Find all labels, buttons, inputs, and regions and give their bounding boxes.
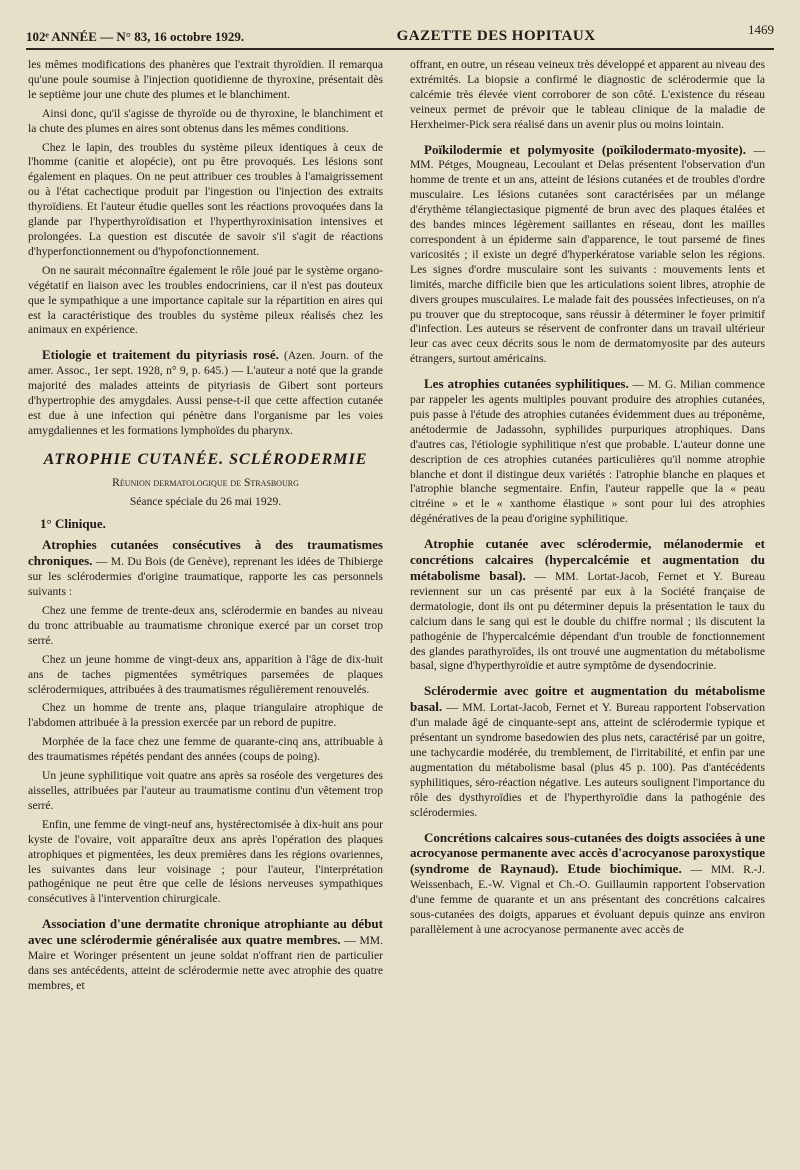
article-body: — MM. Pétges, Mougneau, Lecoulant et Delas présentent l'observation d'un homme de trente et un ans, atteint de lésions cutanées et de troubles d'ordre musculaire. Les lésions cutanées sont caractérisées par un mélange d'érythème télangiectasique pigmenté de brun avec des plaques étalées et des bandes minces légèrement saillantes en réseau, dont les mailles correspondent à un épiderme sain d'apparence, le tout parsemé de fines varicosités ; il existe un degré d'hyperkératose variable selon les régions. Les signes d'ordre musculaire sont les suivants : mouvements lents et limités, marche difficile bien que les articulations soient libres, atrophie de divers groupes musculaires. Le malade fait des poussées infectieuses, on n'a pu trouver que du streptocoque, sans réussir à déterminer le foyer primitif d'infection. Les auteurs se réservent de confronter dans un travail ultérieur leur cas avec ceux décrits sous le nom de dermatomyosite par des auteurs étrangers, surtout américains. — [410, 143, 765, 366]
article-body: — MM. R.-J. Weissenbach, E.-W. Vignal et Ch.-O. Guillaumin rapportent l'observation d'une femme de quarante et un ans présentant des concrétions calcaires sous-cutanées des doigts, apparues et évoluant depuis quinze ans environ parallèlement à une acrocyanose permanente avec accès de — [410, 863, 765, 936]
meeting-name: Réunion dermatologique de Strasbourg — [112, 475, 299, 489]
article-title: Poïkilodermie et polymyosite (poïkilodermato-myosite). — [424, 141, 746, 157]
article-title: Etiologie et traitement du pityriasis rosé. — [42, 347, 279, 363]
page-header — [26, 18, 774, 50]
article-body: (Azen. Journ. of the amer. Assoc., 1er sept. 1928, n° 9, p. 645.) — L'auteur a noté que la grande majorité des malades atteints de pityriasis de Gibert sont porteurs d'hypertrophie des amygdales. Aussi pense-t-il que cette affection cutanée est due à une infection qui pénètre dans l'organisme par les voies amygdaliennes et les formations lymphoïdes du pharynx. — [28, 349, 383, 437]
meeting-date: Séance spéciale du 26 mai 1929. — [129, 494, 282, 508]
page-number: 1469 — [748, 22, 774, 37]
paragraph: Ainsi donc, qu'il s'agisse de thyroïde ou de thyroxine, le blanchiment et la chute des plumes en aires sont obtenus dans les mêmes conditions. — [28, 106, 383, 135]
article-body: — M. G. Milian commence par rappeler les agents multiples pouvant produire des atrophies cutanées, puis passe à l'étude des atrophies cutanées évidemment dues au tréponème, anétodermie de Jadassohn, syphilides purpuriques atrophiques. Dans d'autres cas, l'étiologie syphilitique n'est que probable. L'auteur donne une description de ces atrophies cutanées particulières qu'il nomme atrophie blanche et dont il distingue deux variétés : l'atrophie blanche en plaques et l'atrophie blanche segmentaire. Enfin, l'auteur rappelle que la « peau citréine » et le « xanthome élastique » sont pour lui des atrophies dégénératives de la peau d'origine syphilitique. — [410, 378, 765, 526]
section-title: ATROPHIE CUTANÉE. SCLÉRODERMIE — [43, 450, 368, 468]
case-paragraph: Un jeune syphilitique voit quatre ans après sa roséole des vergetures des aisselles, attribuées par l'auteur au traumatisme continu d'un vêtement trop serré. — [28, 769, 383, 812]
article-goitre — [410, 684, 765, 820]
article-body: — MM. Lortat-Jacob, Fernet et Y. Bureau reviennent sur un cas présenté par eux à la Société française de dermatologie, dont ils ont pu déterminer depuis la présentation le taux du calcium dans le sang qui est le double du chiffre normal ; ils discutent la pathogénie de l'hypercalcémie dépendant d'un trouble de fonctionnement des glandes parathyroïdes, ils ont trouvé une augmentation du métabolisme basal, signe d'hyperthyroïdie et autre symptôme de dysendocrinie. — [410, 570, 765, 673]
case-paragraph: Chez un jeune homme de vingt-deux ans, apparition à l'âge de dix-huit ans de taches pigmentées symétriques parsemées de plaques sclérodermiques, attribuées à des traumatismes régulièrement renouvelés. — [28, 652, 383, 696]
subsection-title: 1° Clinique. — [40, 516, 106, 532]
article-poikilodermie — [410, 143, 765, 368]
article-concretions — [410, 831, 765, 938]
article-body: — MM. Maire et Woringer présentent un jeune soldat n'offrant rien de particulier dans ses antécédents, atteint de sclérodermie nette avec atrophie des quatre membres, et — [28, 934, 383, 992]
article-title: Association d'une dermatite chronique atrophiante au début avec une sclérodermie généralisée aux quatre membres. — [28, 916, 383, 948]
article-body: — MM. Lortat-Jacob, Fernet et Y. Bureau rapportent l'observation d'un malade âgé de cinquante-sept ans, atteint de sclérodermie typique et présentant un syndrome basedowien des plus nets, caractérisé par un goitre, une tachycardie modérée, du tremblement, de l'irritabilité, et enfin par une augmentation du métabolisme basal (plus 45 p. 100). Pas d'antécédents syphilitiques, séro-réaction négative. Les auteurs soulignent l'importance du rôle des dysthyroïdies et de l'hyperthyroïdie dans la pathogénie des sclérodermies. — [410, 701, 765, 819]
article-dermatite — [28, 917, 383, 994]
article-title: Les atrophies cutanées syphilitiques. — [424, 376, 629, 392]
case-paragraph: Chez un homme de trente ans, plaque triangulaire atrophique de l'abdomen attribuée à la pression exercée par un rebord de pupitre. — [28, 701, 383, 730]
case-paragraph: Chez une femme de trente-deux ans, sclérodermie en bandes au niveau du tronc attribuable au traumatisme chronique exercé par un corset trop serré. — [28, 604, 383, 647]
paragraph: On ne saurait méconnaître également le rôle joué par le système organo-végétatif en liaison avec les troubles endocriniens, car il n'est pas douteux que le sympathique a une importance capitale sur la répartition en aires qui est la caractéristique des troubles du système pileux réalisés chez les animaux en expérience. — [28, 263, 383, 337]
article-body: — M. Du Bois (de Genève), reprenant les idées de Thibierge sur les sclérodermies d'origine traumatique, rapporte les cas personnels suivants : — [28, 555, 383, 599]
right-column — [410, 58, 765, 942]
paragraph: offrant, en outre, un réseau veineux très développé et apparent au niveau des extrémités. La biopsie a confirmé le diagnostic de sclérodermie que la calcémie très élevée vient corroborer de son côté. L'existence du réseau veineux permet de prévoir que le tableau clinique de la maladie de Herxheimer-Pick sera réalisé dans un avenir plus ou moins lointain. — [410, 58, 765, 131]
case-paragraph: Morphée de la face chez une femme de quarante-cinq ans, attribuable à des traumatismes répétés pendant des années (coups de poing). — [28, 735, 383, 764]
article-traumatismes — [28, 538, 383, 600]
article-title: Sclérodermie avec goitre et augmentation du métabolisme basal. — [410, 683, 765, 715]
article-title: Concrétions calcaires sous-cutanées des doigts associées à une acrocyanose permanente avec accès d'acrocyanose paroxystique (syndrome de Raynaud). Etude biochimique. — [410, 829, 765, 877]
paragraph: les mêmes modifications des phanères que l'extrait thyroïdien. Il remarqua qu'une poule soumise à l'injection quotidienne de thyroxine, présentait dès le septième jour une chute des plumes et le blanchiment. — [28, 58, 383, 101]
journal-title: GAZETTE DES HOPITAUX — [396, 28, 596, 44]
left-column — [28, 58, 383, 998]
paragraph: Chez le lapin, des troubles du système pileux identiques à ceux de l'homme (canitie et alopécie), ont pu être provoqués. Les lésions sont également en plaques. On ne peut attribuer ces troubles à l'amaigrissement ou à l'état cachectique produit par l'ingestion ou l'injection des extraits thyroïdiens. Et l'auteur étudie quelles sont les réactions provoquées dans la glande par l'hyperthyroïdisation et l'hyperthyroxinisation intensives et prolongées. La question est discutée de savoir s'il s'agit de réactions d'hyperfonctionnement ou d'hypofonctionnement. — [28, 140, 383, 258]
article-atrophies-syphilitiques — [410, 377, 765, 527]
article-pityriasis — [28, 348, 383, 438]
article-atrophie-calcaire — [410, 537, 765, 674]
article-title: Atrophies cutanées consécutives à des traumatismes chroniques. — [28, 537, 383, 569]
issue-line: 102ᵉ ANNÉE — N° 83, 16 octobre 1929. — [26, 29, 245, 44]
case-paragraph: Enfin, une femme de vingt-neuf ans, hystérectomisée à dix-huit ans pour kyste de l'ovaire, voit apparaître deux ans après l'opération des plaques atrophiques et pigmentées, les deux premières dans les régions ovariennes, les suivantes dans leur voisinage ; pour l'auteur, l'interprétation pathogénique ne peut être que celle de lésions nerveuses sympathiques consécutives à l'intervention chirurgicale. — [28, 817, 383, 906]
article-title: Atrophie cutanée avec sclérodermie, mélanodermie et concrétions calcaires (hypercalcémie et augmentation du métabolisme basal). — [410, 536, 765, 583]
